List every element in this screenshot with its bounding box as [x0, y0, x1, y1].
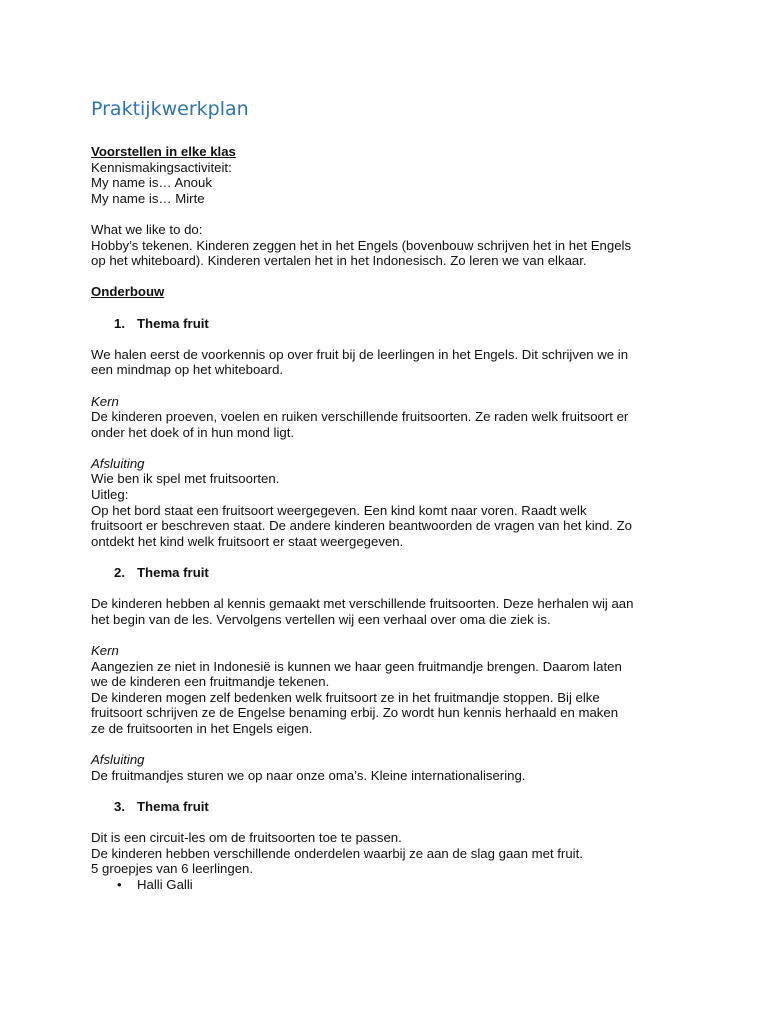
thema-1-afsluiting-label: Afsluiting	[91, 455, 145, 471]
thema-1-title: Thema fruit	[137, 315, 209, 331]
thema-1-kern-line: onder het doek of in hun mond ligt.	[91, 424, 295, 440]
thema-3-number: 3.	[114, 798, 125, 814]
thema-2-kern-line: fruitsoort schrijven ze de Engelse benaming erbij. Zo wordt hun kennis herhaald en maken	[91, 705, 619, 721]
list-item	[91, 877, 691, 893]
like-line: op het whiteboard). Kinderen vertalen het in het Indonesisch. Zo leren we van elkaar.	[91, 253, 587, 269]
thema-3-heading	[91, 799, 691, 815]
thema-1-number: 1.	[114, 315, 125, 331]
thema-2-afsluiting-label: Afsluiting	[91, 752, 145, 768]
thema-1-afsluiting-line: Wie ben ik spel met fruitsoorten.	[91, 471, 280, 487]
thema-2-kern-line: ze de fruitsoorten in het Engels eigen.	[91, 720, 313, 736]
thema-3-title: Thema fruit	[137, 798, 209, 814]
thema-1-heading	[91, 316, 691, 332]
thema-1-intro-line: een mindmap op het whiteboard.	[91, 362, 284, 378]
thema-2-kern-line: Aangezien ze niet in Indonesië is kunnen we haar geen fruitmandje brengen. Daarom laten	[91, 658, 622, 674]
thema-1-afsluiting-line: fruitsoort er beschreven staat. De andere kinderen beantwoorden de vragen van het kind. Zo	[91, 518, 633, 534]
intro-line: My name is… Mirte	[91, 190, 205, 206]
thema-2-number: 2.	[114, 565, 125, 581]
thema-2-afsluiting-line: De fruitmandjes sturen we op naar onze oma’s. Kleine internationalisering.	[91, 767, 526, 783]
thema-2-intro-line: De kinderen hebben al kennis gemaakt met verschillende fruitsoorten. Deze herhalen wij aan	[91, 596, 634, 612]
thema-1-afsluiting-line: ontdekt het kind welk fruitsoort er staat weergegeven.	[91, 533, 404, 549]
intro-line: My name is… Anouk	[91, 175, 212, 191]
thema-2-kern-line: De kinderen mogen zelf bedenken welk fruitsoort ze in het fruitmandje stoppen. Bij elke	[91, 689, 600, 705]
thema-3-intro-line: De kinderen hebben verschillende onderdelen waarbij ze aan de slag gaan met fruit.	[91, 845, 583, 861]
thema-1-intro-line: We halen eerst de voorkennis op over fruit bij de leerlingen in het Engels. Dit schrijven we in	[91, 346, 629, 362]
intro-heading: Voorstellen in elke klas	[91, 144, 236, 159]
page-title: Praktijkwerkplan	[91, 98, 249, 120]
thema-3-intro-line: Dit is een circuit-les om de fruitsoorten toe te passen.	[91, 830, 402, 846]
bullet-icon: •	[117, 876, 122, 892]
like-line: Hobby’s tekenen. Kinderen zeggen het in het Engels (bovenbouw schrijven het in het Engels	[91, 237, 632, 253]
thema-1-afsluiting-line: Op het bord staat een fruitsoort weergegeven. Een kind komt naar voren. Raadt welk	[91, 502, 587, 518]
thema-2-intro-line: het begin van de les. Vervolgens vertellen wij een verhaal over oma die ziek is.	[91, 611, 551, 627]
document-page	[91, 96, 691, 893]
thema-2-kern-label: Kern	[91, 643, 119, 658]
thema-2-title: Thema fruit	[137, 565, 209, 581]
thema-2-heading	[91, 565, 691, 581]
onderbouw-heading: Onderbouw	[91, 284, 165, 300]
thema-1-kern-label: Kern	[91, 393, 119, 409]
thema-2-kern-line: we de kinderen een fruitmandje tekenen.	[91, 674, 330, 690]
like-heading: What we like to do:	[91, 221, 203, 237]
thema-3-intro-line: 5 groepjes van 6 leerlingen.	[91, 861, 254, 877]
list-item-label: Halli Galli	[137, 876, 193, 892]
thema-1-afsluiting-line: Uitleg:	[91, 487, 129, 503]
thema-1-kern-line: De kinderen proeven, voelen en ruiken verschillende fruitsoorten. Ze raden welk fruitsoort er	[91, 409, 629, 425]
intro-line: Kennismakingsactiviteit:	[91, 159, 232, 175]
